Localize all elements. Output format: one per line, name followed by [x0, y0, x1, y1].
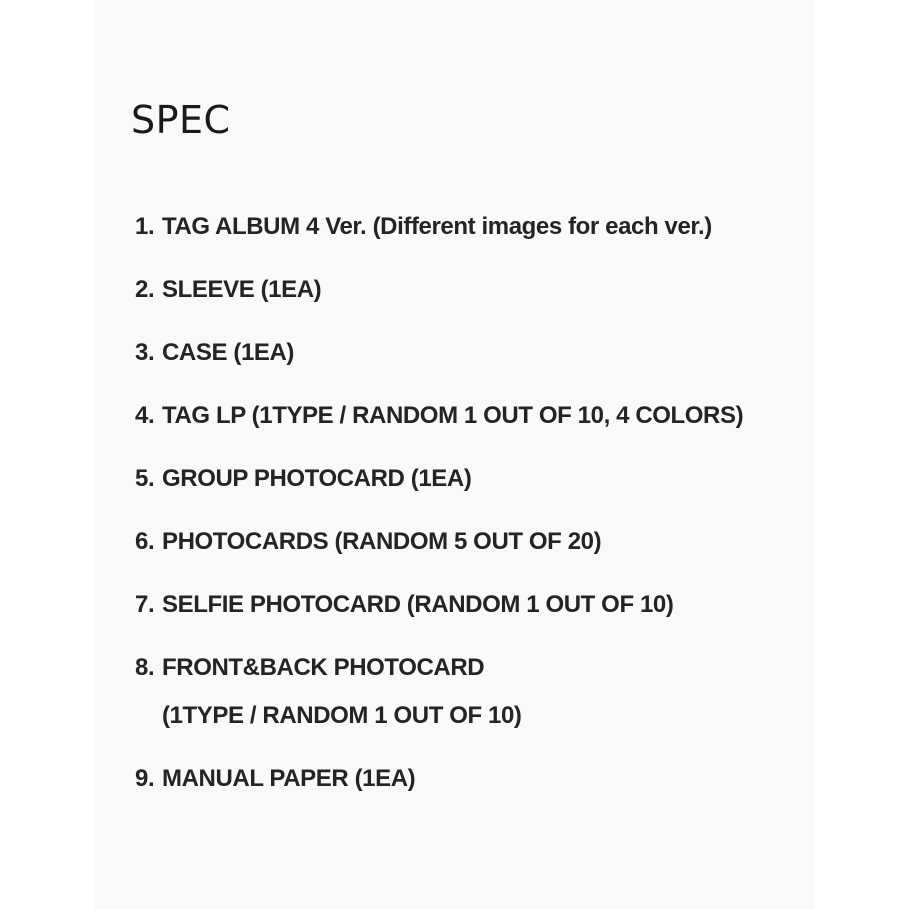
list-item [135, 334, 795, 371]
item-number: 9. [135, 765, 155, 792]
item-number: 8. [135, 654, 155, 681]
item-number: 7. [135, 591, 155, 618]
item-line: TAG LP (1TYPE / RANDOM 1 OUT OF 10, 4 COLORS) [162, 402, 744, 429]
item-number: 3. [135, 339, 155, 366]
item-number: 2. [135, 276, 155, 303]
item-text [162, 523, 795, 560]
item-line: SELFIE PHOTOCARD (RANDOM 1 OUT OF 10) [162, 591, 674, 618]
item-number: 5. [135, 465, 155, 492]
item-line: MANUAL PAPER (1EA) [162, 765, 416, 792]
item-line: (1TYPE / RANDOM 1 OUT OF 10) [162, 702, 522, 729]
list-item [135, 649, 795, 734]
item-line: SLEEVE (1EA) [162, 276, 322, 303]
item-text [162, 334, 795, 371]
list-item [135, 208, 795, 245]
item-text [162, 271, 795, 308]
item-number: 4. [135, 402, 155, 429]
item-text [162, 586, 795, 623]
page-title: SPEC [131, 98, 231, 142]
item-text [162, 760, 795, 797]
item-text [162, 649, 795, 734]
list-item [135, 523, 795, 560]
list-item [135, 397, 795, 434]
item-text [162, 460, 795, 497]
item-number: 1. [135, 213, 155, 240]
list-item [135, 460, 795, 497]
list-item [135, 760, 795, 797]
item-line: FRONT&BACK PHOTOCARD [162, 654, 485, 681]
item-number: 6. [135, 528, 155, 555]
spec-list [135, 208, 795, 823]
item-line: CASE (1EA) [162, 339, 295, 366]
item-text [162, 397, 795, 434]
item-text [162, 208, 795, 245]
list-item [135, 271, 795, 308]
item-line: PHOTOCARDS (RANDOM 5 OUT OF 20) [162, 528, 602, 555]
item-line: TAG ALBUM 4 Ver. (Different images for each ver.) [162, 213, 712, 240]
item-line: GROUP PHOTOCARD (1EA) [162, 465, 472, 492]
list-item [135, 586, 795, 623]
